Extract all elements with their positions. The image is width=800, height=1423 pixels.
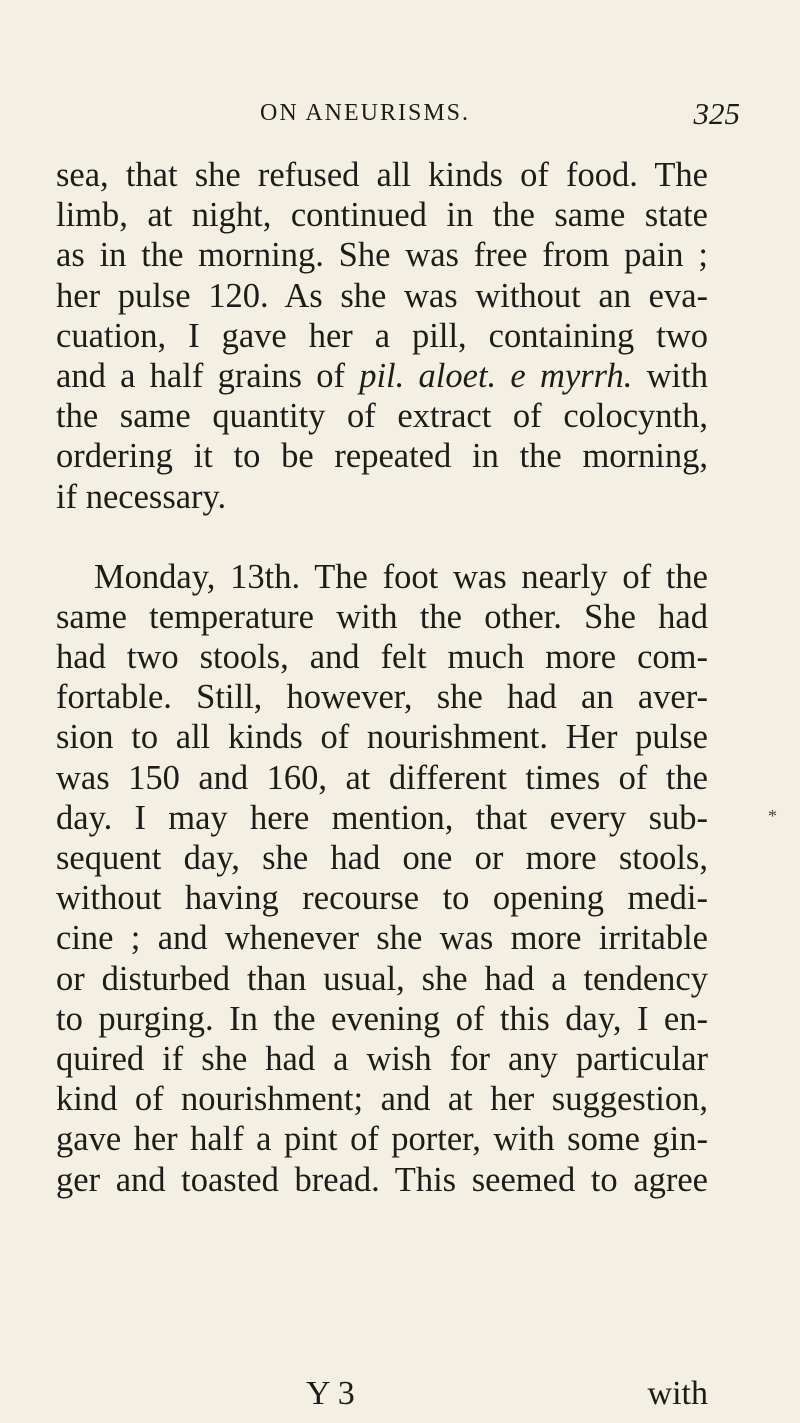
text-line (56, 677, 708, 717)
text-segment: cuation, I gave her a pill, containing two (56, 316, 708, 355)
text-line (56, 959, 708, 999)
text-line (56, 918, 708, 958)
stray-mark: * (768, 806, 777, 826)
running-title: ON ANEURISMS. (260, 100, 471, 126)
text-segment: quired if she had a wish for any particular (56, 1039, 708, 1078)
text-line (56, 155, 708, 195)
text-line (56, 195, 708, 235)
paragraph (56, 155, 708, 517)
text-line (56, 235, 708, 275)
text-line (56, 838, 708, 878)
text-segment: to purging. In the evening of this day, I en- (56, 999, 708, 1038)
text-segment: sion to all kinds of nourishment. Her pulse (56, 718, 708, 757)
text-segment: kind of nourishment; and at her suggestion, (56, 1080, 708, 1119)
text-line (56, 436, 708, 476)
text-segment: sea, that she refused all kinds of food. The (56, 156, 708, 194)
text-line (56, 758, 708, 798)
text-line (56, 396, 708, 436)
page-number: 325 (693, 96, 740, 131)
text-segment: gave her half a pint of porter, with some gin- (56, 1120, 708, 1159)
text-line (56, 999, 708, 1039)
text-segment: her pulse 120. As she was without an eva- (56, 276, 708, 315)
text-line (56, 276, 708, 316)
text-segment: fortable. Still, however, she had an aver- (56, 678, 708, 717)
text-segment: the same quantity of extract of colocynth, (56, 397, 708, 436)
text-line (56, 637, 708, 677)
text-line (56, 1039, 708, 1079)
text-segment: ordering it to be repeated in the morning, (56, 437, 708, 476)
text-line (56, 878, 708, 918)
text-segment: and a half grains of (56, 356, 360, 395)
signature-mark: Y 3 (306, 1375, 355, 1412)
text-line (56, 557, 708, 597)
text-segment: with (632, 356, 708, 395)
text-segment: if necessary. (56, 477, 227, 516)
catchline (56, 1375, 708, 1415)
text-line (56, 1160, 708, 1200)
text-line (56, 477, 708, 517)
text-line (56, 597, 708, 637)
text-segment: limb, at night, continued in the same state (56, 196, 708, 235)
text-segment: cine ; and whenever she was more irritable (56, 919, 708, 958)
text-line (56, 717, 708, 757)
text-segment: or disturbed than usual, she had a tendency (56, 959, 708, 998)
body-text (56, 155, 708, 1200)
paragraph (56, 557, 708, 1200)
text-segment: as in the morning. She was free from pain ; (56, 236, 708, 275)
text-line (56, 1079, 708, 1119)
text-segment: was 150 and 160, at different times of the (56, 758, 708, 797)
text-segment: day. I may here mention, that every sub- (56, 798, 708, 837)
paragraph-gap (56, 517, 708, 557)
text-segment: ger and toasted bread. This seemed to agree (56, 1160, 708, 1199)
latin-prescription: pil. aloet. e myrrh. (359, 356, 633, 395)
catchword: with (647, 1375, 708, 1412)
text-segment: had two stools, and felt much more com- (56, 638, 708, 677)
text-segment: without having recourse to opening medi- (56, 879, 708, 918)
text-segment: sequent day, she had one or more stools, (56, 839, 708, 877)
text-line (56, 798, 708, 838)
text-line (56, 316, 708, 356)
running-head (60, 96, 740, 140)
text-segment: same temperature with the other. She had (56, 597, 708, 636)
text-segment: Monday, 13th. The foot was nearly of the (94, 557, 708, 596)
text-line (56, 356, 708, 396)
text-line (56, 1119, 708, 1159)
